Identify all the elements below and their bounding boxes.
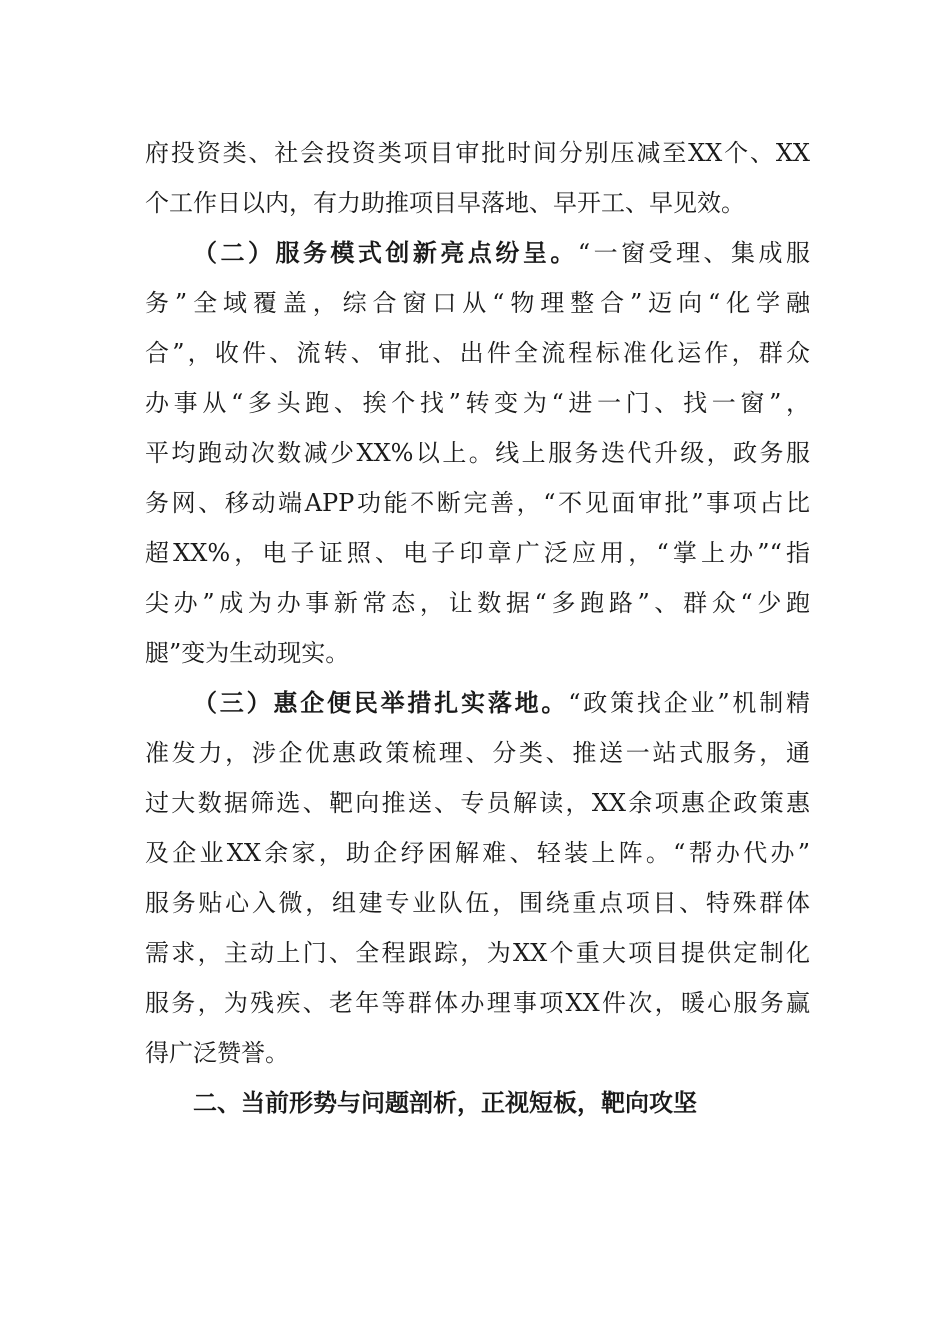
section-heading: 二、当前形势与问题剖析，正视短板，靶向攻坚 — [193, 1088, 697, 1117]
text-line: 服务，为残疾、老年等群体办理事项XX件次，暖心服务赢 — [145, 989, 810, 1017]
text-line: 及企业XX余家，助企纾困解难、轻装上阵。“帮办代办” — [145, 839, 810, 867]
text-line: 务网、移动端APP功能不断完善，“不见面审批”事项占比 — [145, 489, 810, 517]
paragraph-enterprise-policy — [145, 678, 810, 1078]
text-line: 办事从“多头跑、挨个找”转变为“进一门、找一窗”， — [145, 389, 810, 417]
text-line: 府投资类、社会投资类项目审批时间分别压减至XX个、XX — [145, 139, 810, 167]
text-line: 腿”变为生动现实。 — [145, 639, 350, 667]
text-line: 过大数据筛选、靶向推送、专员解读，XX余项惠企政策惠 — [145, 789, 810, 817]
text-fragment: “一窗受理、集成服 — [577, 239, 810, 267]
text-line: 需求，主动上门、全程跟踪，为XX个重大项目提供定制化 — [145, 939, 810, 967]
text-line — [145, 678, 810, 728]
text-line: 合”，收件、流转、审批、出件全流程标准化运作，群众 — [145, 339, 810, 367]
text-line: 服务贴心入微，组建专业队伍，围绕重点项目、特殊群体 — [145, 889, 810, 917]
text-line: 务”全域覆盖，综合窗口从“物理整合”迈向“化学融 — [145, 289, 810, 317]
text-line: 准发力，涉企优惠政策梳理、分类、推送一站式服务，通 — [145, 739, 810, 767]
text-line: 超XX%，电子证照、电子印章广泛应用，“掌上办”“指 — [145, 539, 810, 567]
text-line: 个工作日以内，有力助推项目早落地、早开工、早见效。 — [145, 189, 745, 217]
text-line: 得广泛赞誉。 — [145, 1039, 289, 1067]
text-fragment: “政策找企业”机制精 — [568, 689, 810, 717]
text-line: 尖办”成为办事新常态，让数据“多跑路”、群众“少跑 — [145, 589, 810, 617]
text-line: 平均跑动次数减少XX%以上。线上服务迭代升级，政务服 — [145, 439, 810, 467]
subheading-service-model: （二）服务模式创新亮点纷呈。 — [193, 238, 578, 267]
text-line — [145, 228, 810, 278]
paragraph-service-model — [145, 228, 810, 678]
subheading-enterprise-policy: （三）惠企便民举措扎实落地。 — [193, 688, 569, 717]
paragraph-approval-time — [145, 128, 810, 228]
